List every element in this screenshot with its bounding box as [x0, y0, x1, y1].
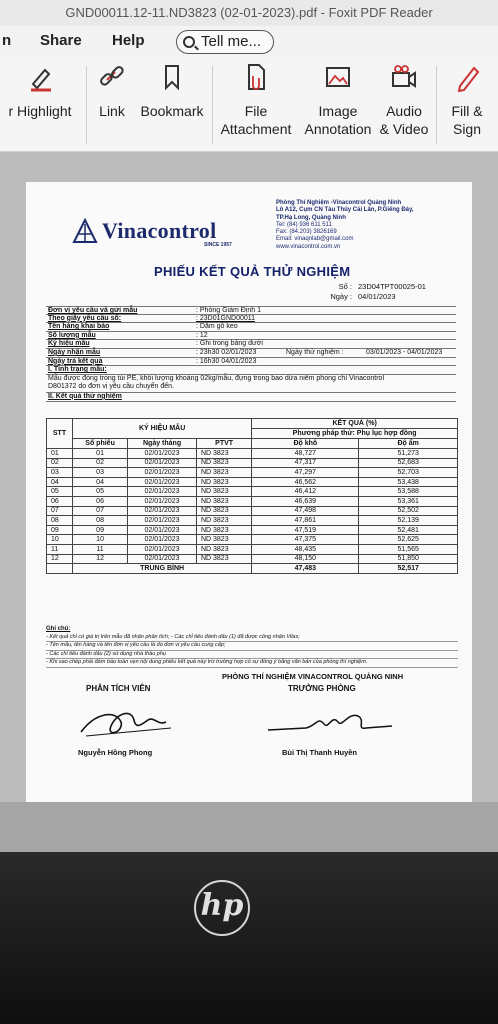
cell-ptvt: ND 3823: [196, 516, 251, 526]
cell-do-am: 51,273: [359, 449, 458, 459]
info-value: : 16h30 04/01/2023: [196, 357, 257, 365]
average-row: [47, 564, 458, 574]
lab-info-line: Fax: (84.203) 3826169: [276, 229, 337, 236]
table-row: [47, 506, 458, 516]
col-header-ket-qua: KẾT QUẢ (%): [252, 419, 458, 429]
cell-ngay-thang: 02/01/2023: [128, 468, 197, 478]
window-title: GND00011.12-11.ND3823 (02-01-2023).pdf - Foxit PDF Reader: [65, 5, 433, 20]
info-value: : Ghi trong bảng dưới: [196, 340, 263, 348]
col-header-do-am: Độ ẩm: [359, 439, 458, 449]
document-viewport[interactable]: [0, 152, 498, 852]
highlight-button[interactable]: [0, 62, 80, 120]
cell-stt: 09: [47, 525, 73, 535]
cell-do-kho: 47,297: [252, 468, 359, 478]
cell-stt: 06: [47, 496, 73, 506]
paperclip-icon: [216, 62, 296, 96]
lab-info-line: TP.Hạ Long, Quảng Ninh: [276, 214, 346, 221]
audio-video-button[interactable]: [378, 62, 430, 138]
cell-ngay-thang: 02/01/2023: [128, 487, 197, 497]
ribbon-divider: [212, 66, 213, 144]
cell-do-am: 53,438: [359, 477, 458, 487]
cell-ptvt: ND 3823: [196, 468, 251, 478]
lab-info-line: Lô A12, Cụm CN Tàu Thủy Cái Lân, P.Giếng Đáy,: [276, 207, 414, 214]
ribbon-toolbar: [0, 58, 498, 152]
cell-do-am: 52,625: [359, 535, 458, 545]
cell-ngay-thang: 02/01/2023: [128, 496, 197, 506]
search-icon: [183, 36, 195, 48]
cell-do-kho: 48,727: [252, 449, 359, 459]
col-header-do-kho: Độ khô: [252, 439, 359, 449]
cell-do-am: 53,588: [359, 487, 458, 497]
cell-ngay-thang: 02/01/2023: [128, 506, 197, 516]
fill-sign-label-2: Sign: [452, 121, 482, 137]
cell-do-am: 52,683: [359, 458, 458, 468]
info-value: : Dăm gỗ keo: [196, 323, 238, 331]
cell-do-am: 51,850: [359, 554, 458, 564]
logo-since: SINCE 1957: [204, 242, 232, 248]
cell-do-kho: 47,375: [252, 535, 359, 545]
info-key: Ngày trả kết quả: [48, 357, 103, 365]
cell-stt: 11: [47, 544, 73, 554]
cell-ptvt: ND 3823: [196, 535, 251, 545]
table-row: [47, 458, 458, 468]
viewer-status-area: [0, 802, 498, 852]
cell-ngay-thang: 02/01/2023: [128, 535, 197, 545]
link-icon: [92, 62, 132, 96]
audio-label-2: & Video: [379, 121, 429, 137]
ngay-label: Ngày :: [330, 292, 352, 301]
image-label-2: Annotation: [304, 121, 372, 137]
cell-stt: 05: [47, 487, 73, 497]
cell-so-phieu: 06: [73, 496, 128, 506]
lab-sign-heading: PHÒNG THÍ NGHIỆM VINACONTROL QUẢNG NINH: [222, 672, 404, 681]
cell-do-am: 52,481: [359, 525, 458, 535]
cell-do-kho: 48,150: [252, 554, 359, 564]
info-value: : 23D01GND00011: [196, 314, 256, 322]
vinacontrol-logo-icon: [72, 218, 98, 244]
image-annotation-button[interactable]: [298, 62, 378, 138]
lab-info-line: Email: vinaqnlab@gmail.com: [276, 236, 354, 243]
ngay-value: 04/01/2023: [358, 292, 396, 301]
pen-icon: [442, 62, 492, 96]
vinacontrol-logo: Vinacontrol: [102, 218, 217, 243]
cell-so-phieu: 05: [73, 487, 128, 497]
ribbon-divider: [86, 66, 87, 144]
average-do-kho: 47,483: [252, 564, 359, 574]
cell-do-kho: 47,498: [252, 506, 359, 516]
cell-do-am: 52,139: [359, 516, 458, 526]
info-value: : Phòng Giám Định 1: [196, 307, 261, 314]
menu-bar: [0, 26, 498, 58]
ribbon-divider: [436, 66, 437, 144]
head-name: Bùi Thị Thanh Huyền: [282, 748, 357, 757]
cell-do-kho: 48,435: [252, 544, 359, 554]
cell-do-kho: 47,317: [252, 458, 359, 468]
notes-title: Ghi chú:: [46, 626, 71, 632]
cell-stt: 02: [47, 458, 73, 468]
cell-ptvt: ND 3823: [196, 506, 251, 516]
cell-ngay-thang: 02/01/2023: [128, 525, 197, 535]
lab-address-block: [276, 200, 466, 251]
lab-info-line: Tel: (84) 936 611 511: [276, 221, 332, 228]
average-do-am: 52,517: [359, 564, 458, 574]
col-header-stt: STT: [47, 419, 73, 449]
cell-do-kho: 46,639: [252, 496, 359, 506]
table-row: [47, 496, 458, 506]
info-value: 03/01/2023 - 04/01/2023: [366, 348, 443, 356]
table-row: [47, 449, 458, 459]
cell-ptvt: ND 3823: [196, 487, 251, 497]
cell-ngay-thang: 02/01/2023: [128, 477, 197, 487]
cell-stt: 04: [47, 477, 73, 487]
file-label-2: Attachment: [220, 121, 292, 137]
table-row: [47, 516, 458, 526]
sample-info-block: [46, 306, 456, 402]
info-key: Theo giấy yêu cầu số:: [48, 314, 122, 322]
cell-so-phieu: 12: [73, 554, 128, 564]
cell-ngay-thang: 02/01/2023: [128, 458, 197, 468]
analyst-name: Nguyễn Hồng Phong: [78, 748, 153, 757]
cell-ptvt: ND 3823: [196, 458, 251, 468]
cell-so-phieu: 07: [73, 506, 128, 516]
bookmark-icon: [138, 62, 206, 96]
table-row: [47, 477, 458, 487]
hp-logo-text: hp: [200, 888, 244, 923]
document-title: PHIẾU KẾT QUẢ THỬ NGHIỆM: [154, 264, 351, 279]
info-key: Tên hàng khai báo: [48, 323, 110, 331]
info-key: Ngày thử nghiệm :: [286, 348, 344, 356]
note-line: - Kết quả chỉ có giá trị trên mẫu đã nhận phân tích; - Các chỉ tiêu đánh dấu (1) đã được công nhận Vilas;: [46, 634, 458, 643]
cell-ptvt: ND 3823: [196, 525, 251, 535]
col-header-ngay-thang: Ngày tháng: [128, 439, 197, 449]
cell-do-kho: 46,412: [252, 487, 359, 497]
cell-so-phieu: 11: [73, 544, 128, 554]
head-role: TRƯỞNG PHÒNG: [288, 684, 356, 693]
table-row: [47, 487, 458, 497]
info-key: Đơn vị yêu cầu và gửi mẫu: [48, 307, 138, 314]
menu-item-view[interactable]: n: [2, 32, 12, 49]
cell-ptvt: ND 3823: [196, 496, 251, 506]
table-row: [47, 535, 458, 545]
note-line: - Tên mẫu, tên hàng và tên đơn vị yêu cầu là do đơn vị yêu cầu cung cấp;: [46, 642, 458, 651]
tell-me-search[interactable]: [176, 30, 274, 54]
notes-block: [46, 626, 458, 668]
cell-ptvt: ND 3823: [196, 449, 251, 459]
cell-ngay-thang: 02/01/2023: [128, 544, 197, 554]
info-value: : 23h30 02/01/2023: [196, 348, 257, 356]
cell-so-phieu: 03: [73, 468, 128, 478]
lab-info-line: www.vinacontrol.com.vn: [276, 243, 341, 250]
sample-condition-text: D801372 do đơn vị yêu cầu chuyển đến.: [46, 383, 456, 393]
cell-ngay-thang: 02/01/2023: [128, 554, 197, 564]
cell-do-am: 52,502: [359, 506, 458, 516]
highlight-label: r Highlight: [8, 103, 72, 119]
note-line: - Các chỉ tiêu đánh dấu (2) sử dụng nhà thầu phụ: [46, 651, 458, 660]
cell-ngay-thang: 02/01/2023: [128, 449, 197, 459]
bookmark-button[interactable]: [138, 62, 206, 120]
cell-so-phieu: 02: [73, 458, 128, 468]
cell-stt: 08: [47, 516, 73, 526]
cell-do-kho: 47,519: [252, 525, 359, 535]
fill-sign-button[interactable]: [442, 62, 492, 138]
cell-stt: 12: [47, 554, 73, 564]
analyst-signature: [76, 702, 176, 744]
section-heading: I. Tình trạng mẫu:: [48, 366, 107, 374]
cell-ptvt: ND 3823: [196, 554, 251, 564]
file-attachment-button[interactable]: [216, 62, 296, 138]
so-value: 23D04TPT00025-01: [358, 282, 426, 291]
pdf-page: [26, 182, 472, 832]
file-label-1: File: [244, 103, 268, 119]
cell-stt: 01: [47, 449, 73, 459]
note-line: - Khi sao chép phải đảm bảo toàn vẹn nội dung phiếu kết quả này trừ trường hợp có sự đồng ý bằng văn bản của phòng thí nghiệm.: [46, 659, 458, 668]
hp-logo: [194, 880, 250, 936]
head-signature: [266, 700, 396, 742]
col-header-method: Phương pháp thử: Phụ lục hợp đồng: [252, 429, 458, 439]
cell-ngay-thang: 02/01/2023: [128, 516, 197, 526]
cell-ptvt: ND 3823: [196, 477, 251, 487]
analyst-role: PHÂN TÍCH VIÊN: [86, 684, 151, 693]
cell-do-am: 52,703: [359, 468, 458, 478]
so-label: Số :: [338, 282, 352, 291]
col-header-so-phieu: Số phiếu: [73, 439, 128, 449]
link-label: Link: [99, 103, 125, 119]
table-row: [47, 554, 458, 564]
average-label: TRUNG BÌNH: [73, 564, 252, 574]
results-table: [46, 418, 458, 574]
col-header-ky-hieu: KÝ HIỆU MẪU: [73, 419, 252, 439]
cell-stt: 03: [47, 468, 73, 478]
cell-do-kho: 46,562: [252, 477, 359, 487]
video-camera-icon: [378, 62, 430, 96]
section-heading: II. Kết quả thử nghiệm: [48, 392, 122, 400]
table-row: [47, 468, 458, 478]
info-value: : 12: [196, 331, 208, 339]
cell-so-phieu: 10: [73, 535, 128, 545]
cell-so-phieu: 08: [73, 516, 128, 526]
cell-stt: 10: [47, 535, 73, 545]
window-title-bar: [0, 0, 498, 26]
menu-item-share[interactable]: Share: [40, 32, 82, 49]
table-row: [47, 525, 458, 535]
info-key: Số lượng mẫu: [48, 331, 96, 339]
cell-so-phieu: 01: [73, 449, 128, 459]
cell-ptvt: ND 3823: [196, 544, 251, 554]
fill-sign-label-1: Fill &: [451, 103, 483, 119]
cell-do-kho: 47,861: [252, 516, 359, 526]
image-label-1: Image: [318, 103, 358, 119]
audio-label-1: Audio: [386, 103, 422, 119]
menu-item-help[interactable]: Help: [112, 32, 145, 49]
cell-stt: 07: [47, 506, 73, 516]
col-header-ptvt: PTVT: [196, 439, 251, 449]
lab-info-line: Phòng Thí Nghiệm -Vinacontrol Quảng Ninh: [276, 200, 402, 206]
link-button[interactable]: [92, 62, 132, 120]
table-row: [47, 544, 458, 554]
report-number-block: [316, 282, 426, 302]
bookmark-label: Bookmark: [140, 103, 204, 119]
cell-do-am: 53,361: [359, 496, 458, 506]
cell-so-phieu: 09: [73, 525, 128, 535]
tell-me-label: Tell me...: [201, 33, 262, 50]
image-icon: [298, 62, 378, 96]
sample-condition-text: Mẫu được đóng trong túi PE, khối lượng khoảng 02kg/mẫu, đựng trong bao dứa niêm phong chì Vinacontrol: [48, 374, 385, 382]
cell-do-am: 51,565: [359, 544, 458, 554]
highlighter-icon: [0, 62, 80, 96]
laptop-bezel: [0, 852, 498, 1024]
info-key: Ngày nhận mẫu: [48, 348, 101, 356]
cell-so-phieu: 04: [73, 477, 128, 487]
info-key: Ký hiệu mẫu: [48, 340, 90, 348]
